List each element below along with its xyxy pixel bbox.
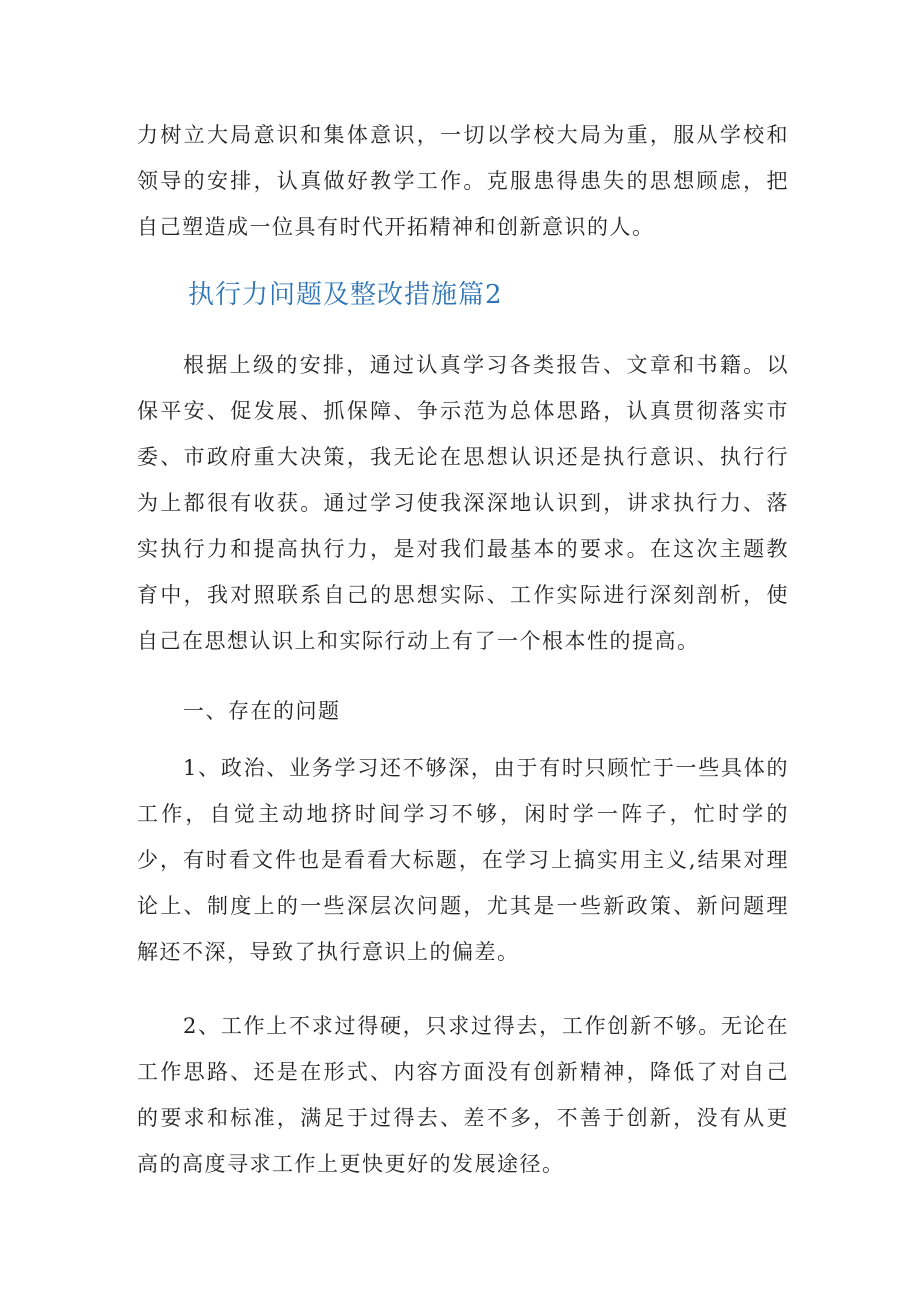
problem-item-2: 2、工作上不求过得硬，只求过得去，工作创新不够。无论在工作思路、还是在形式、内容方面没有创新精神，降低了对自己的要求和标准，满足于过得去、差不多，不善于创新，没有从更高的高度寻求工作上更快更好的发展途径。 (137, 1014, 789, 1176)
section-heading: 执行力问题及整改措施篇2 (188, 280, 503, 310)
paragraph-continuation: 力树立大局意识和集体意识，一切以学校大局为重，服从学校和领导的安排，认真做好教学工作。克服患得患失的思想顾虑，把自己塑造成一位具有时代开拓精神和创新意识的人。 (137, 123, 789, 239)
section-title-problems: 一、存在的问题 (183, 699, 341, 723)
intro-paragraph: 根据上级的安排，通过认真学习各类报告、文章和书籍。以保平安、促发展、抓保障、争示范为总体思路，认真贯彻落实市委、市政府重大决策，我无论在思想认识还是执行意识、执行行为上都很有收获。通过学习使我深深地认识到，讲求执行力、落实执行力和提高执行力，是对我们最基本的要求。在这次主题教育中，我对照联系自己的思想实际、工作实际进行深刻剖析，使自己在思想认识上和实际行动上有了一个根本性的提高。 (137, 353, 789, 653)
problem-item-1: 1、政治、业务学习还不够深，由于有时只顾忙于一些具体的工作，自觉主动地挤时间学习不够，闲时学一阵子，忙时学的少，有时看文件也是看看大标题，在学习上搞实用主义,结果对理论上、制度上的一些深层次问题，尤其是一些新政策、新问题理解还不深，导致了执行意识上的偏差。 (137, 756, 789, 964)
